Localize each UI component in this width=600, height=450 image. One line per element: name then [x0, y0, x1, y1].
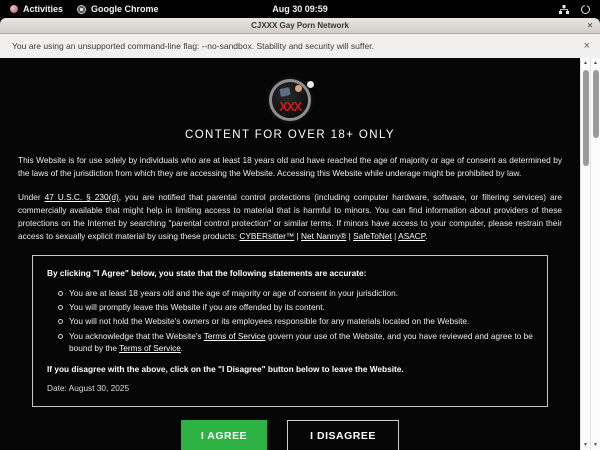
scroll-up-icon[interactable]: ▲ — [593, 60, 598, 66]
list-item: You will not hold the Website's owners or its employees responsible for any materials located on the Website. — [57, 315, 533, 327]
logo-ball — [307, 81, 314, 88]
activities-label: Activities — [23, 4, 64, 14]
outer-scrollbar-thumb[interactable] — [593, 70, 599, 138]
product-terminator: . — [425, 231, 428, 242]
product-separator: | — [391, 231, 399, 242]
netnanny-link[interactable]: Net Nanny® — [301, 231, 347, 242]
logo-figure — [295, 85, 302, 92]
power-icon — [581, 5, 590, 14]
disagree-note: If you disagree with the above, click on the "I Disagree" button below to leave the Website. — [47, 363, 404, 374]
page-title: CONTENT FOR OVER 18+ ONLY — [185, 129, 395, 141]
i-agree-button[interactable]: I AGREE — [181, 420, 267, 450]
page-content — [0, 58, 580, 450]
activities-button[interactable] — [10, 4, 63, 14]
system-status-area[interactable] — [559, 5, 590, 14]
window-title: CJXXX Gay Porn Network — [251, 21, 349, 30]
list-item: You are at least 18 years old and the age of majority or age of consent in your jurisdiction. — [57, 287, 533, 299]
terms-of-service-link[interactable]: Terms of Service — [203, 330, 266, 341]
infobar-message: You are using an unsupported command-line flag: --no-sandbox. Stability and security will suffer. — [12, 41, 374, 51]
list-item: You will promptly leave this Website if you are offended by its content. — [57, 301, 533, 313]
para2-body: , you are notified that parental control protections (including computer hardware, software, or filtering services) are commercially available that might help in limiting access to material that is harmful to minors. You can find information about providers of these protections on the Internet by searching "parental control protection" or similar terms. If minors have access to your computer, please restrain their access to sexually explicit material by using these products: — [18, 192, 562, 242]
intro-paragraph: This Website is for use solely by individuals who are at least 18 years old and have reached the age of majority or age of consent as determined by the laws of the jurisdiction from which they are accessing the Website. Accessing this Website while underage might be prohibited by law. — [18, 155, 562, 179]
safetonet-link[interactable]: SafeToNet — [353, 231, 392, 242]
outer-scrollbar[interactable] — [590, 58, 600, 450]
inner-scrollbar[interactable] — [580, 58, 590, 450]
scroll-down-icon[interactable]: ▼ — [583, 442, 588, 448]
clock[interactable]: Aug 30 09:59 — [272, 4, 328, 14]
network-icon — [559, 5, 569, 14]
gnome-top-bar — [0, 0, 600, 18]
bullet4-middle: govern your use of the Website, and you have reviewed and agree to be bound by the — [69, 330, 533, 354]
cybersitter-link[interactable]: CYBERsitter™ — [239, 231, 295, 242]
scroll-up-icon[interactable]: ▲ — [583, 60, 588, 66]
i-disagree-button[interactable]: I DISAGREE — [287, 420, 399, 450]
inner-scrollbar-thumb[interactable] — [583, 70, 589, 166]
usc-230d-link[interactable]: 47 U.S.C. § 230(d) — [44, 192, 119, 203]
chrome-infobar — [0, 34, 600, 58]
parental-control-paragraph — [18, 191, 562, 243]
bullet4-prefix: You acknowledge that the Website's — [69, 330, 204, 341]
app-menu-button[interactable] — [77, 4, 159, 14]
site-logo — [269, 79, 311, 121]
product-separator: | — [346, 231, 354, 242]
logo-xxx-text: XXX — [279, 99, 301, 114]
record-dot-icon — [10, 5, 18, 13]
window-titlebar[interactable] — [0, 18, 600, 34]
scroll-down-icon[interactable]: ▼ — [593, 442, 598, 448]
agreement-box — [32, 255, 548, 407]
chrome-icon — [77, 5, 86, 14]
agreement-date: Date: August 30, 2025 — [47, 382, 130, 393]
terms-of-service-link[interactable]: Terms of Service — [119, 343, 181, 354]
product-separator: | — [294, 231, 301, 242]
top-bar-left — [10, 4, 159, 14]
infobar-close-button[interactable]: × — [583, 40, 590, 52]
window-close-button[interactable]: × — [587, 20, 593, 31]
list-item — [57, 330, 533, 355]
asacp-link[interactable]: ASACP — [398, 231, 426, 242]
consent-buttons — [18, 420, 562, 450]
agreement-lead: By clicking "I Agree" below, you state that the following statements are accurate: — [47, 267, 367, 278]
agreement-list — [47, 287, 533, 355]
app-menu-label: Google Chrome — [91, 4, 159, 14]
bullet4-end: . — [180, 343, 184, 354]
para2-prefix: Under — [18, 192, 45, 203]
